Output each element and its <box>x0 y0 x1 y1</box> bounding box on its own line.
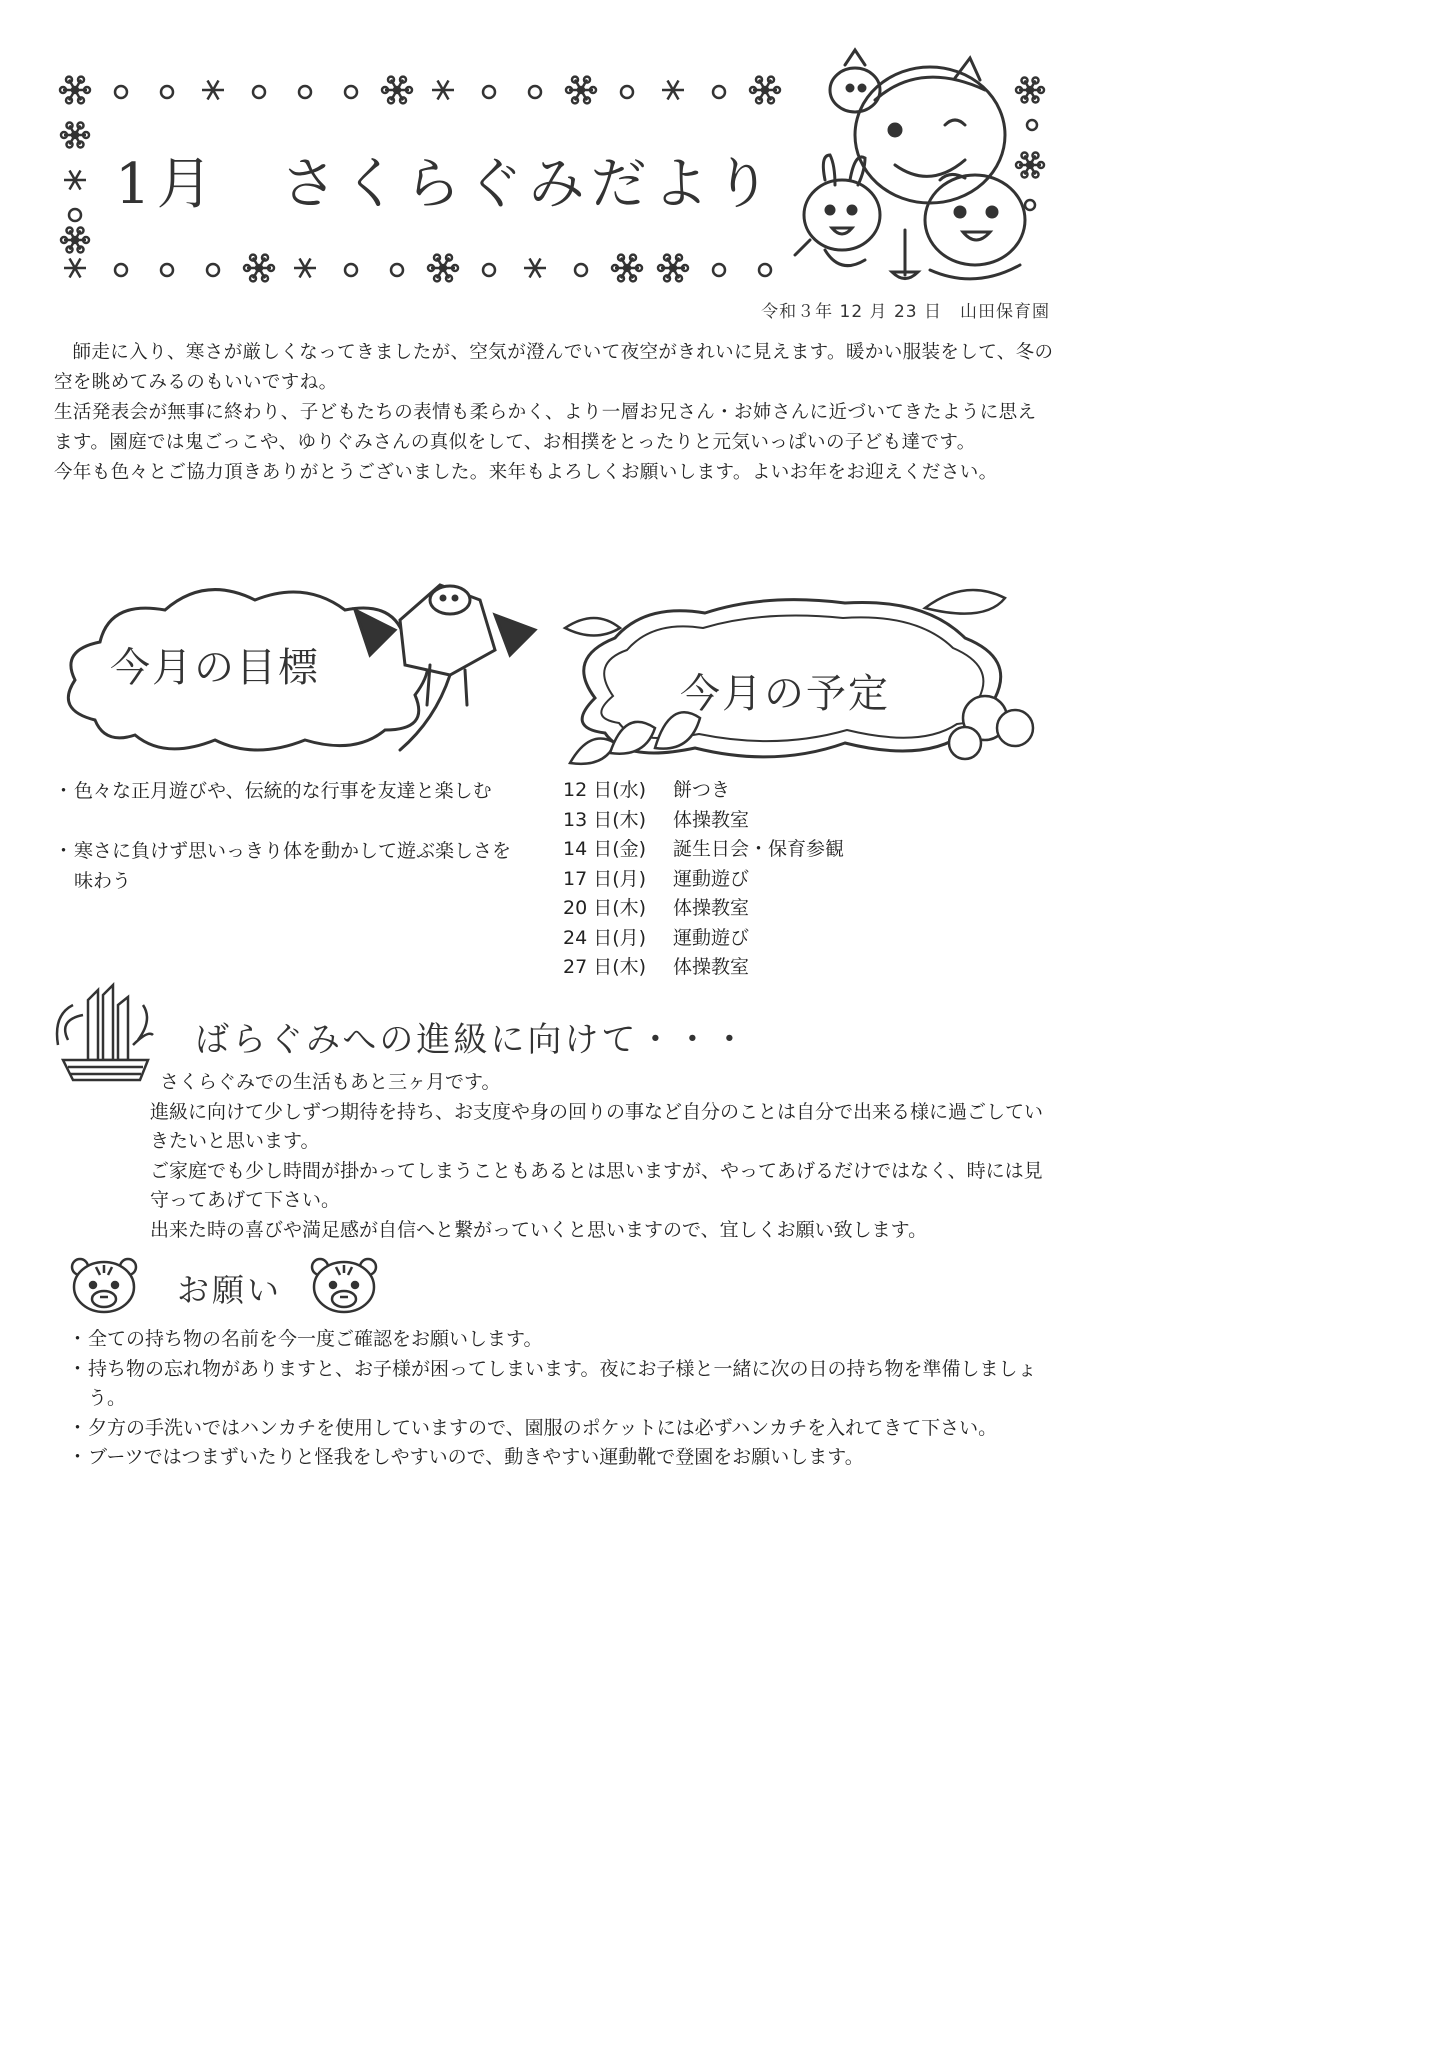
schedule-event: 運動遊び <box>673 867 750 890</box>
snowman-illustration-icon <box>780 60 1050 285</box>
request-item <box>66 1355 1051 1414</box>
bullet: ・ <box>68 1357 88 1380</box>
request-text: 夕方の手洗いではハンカチを使用していますので、園服のポケットには必ずハンカチを入れてきて下さい。 <box>88 1416 998 1439</box>
bullet: ・ <box>54 840 74 862</box>
request-item <box>66 1325 1051 1355</box>
goal-text: 寒さに負けず思いっきり体を動かして遊ぶ楽しさを味わう <box>74 840 512 892</box>
schedule-date: 17 日(月) <box>563 867 647 890</box>
schedule-date: 27 日(木) <box>563 956 647 978</box>
requests-list <box>66 1325 1051 1473</box>
schedule-event: 餅つき <box>673 779 731 801</box>
intro-paragraph: 生活発表会が無事に終わり、子どもたちの表情も柔らかく、より一層お兄さん・お姉さんに近づいてきたように思えます。園庭では鬼ごっこや、ゆりぐみさんの真似をして、お相撲をとったりと元気いっぱいの子ども達です。 <box>54 402 1037 453</box>
schedule-row <box>563 865 844 895</box>
promotion-heading: ばらぐみへの進級に向けて・・・ <box>195 1020 750 1060</box>
schedule-date: 13 日(木) <box>563 808 647 831</box>
schedule-event: 誕生日会・保育参観 <box>673 838 845 860</box>
schedule-row <box>563 894 844 924</box>
promotion-paragraph: ご家庭でも少し時間が掛かってしまうこともあるとは思いますが、やってあげるだけではなく、時には見守ってあげて下さい。 <box>150 1159 1043 1211</box>
goals-heading: 今月の目標 <box>110 645 320 691</box>
intro-text <box>54 338 1054 488</box>
promotion-paragraph: 進級に向けて少しずつ期待を持ち、お支度や身の回りの事など自分のことは自分で出来る様に過ごしていきたいと思います。 <box>150 1100 1044 1152</box>
schedule-date: 12 日(水) <box>563 779 647 801</box>
promotion-paragraph: 出来た時の喜びや満足感が自信へと繋がっていくと思いますので、宜しくお願い致します。 <box>150 1218 928 1241</box>
bullet: ・ <box>68 1416 88 1439</box>
schedule-row <box>563 806 844 836</box>
schedule-event: 体操教室 <box>673 897 750 919</box>
issue-date: 令和３年 12 月 23 日 山田保育園 <box>761 302 1050 322</box>
schedule-row <box>563 953 844 983</box>
request-item <box>66 1443 1051 1473</box>
schedule-heading: 今月の予定 <box>680 671 890 717</box>
kadomatsu-icon <box>48 985 158 1085</box>
goal-item <box>52 776 522 806</box>
promotion-text <box>150 1068 1060 1245</box>
schedule-event: 運動遊び <box>673 926 750 949</box>
bullet: ・ <box>68 1446 88 1468</box>
goal-item <box>52 836 522 896</box>
request-item <box>66 1414 1051 1444</box>
schedule-row <box>563 924 844 954</box>
goals-list <box>52 776 522 926</box>
schedule-date: 24 日(月) <box>563 926 647 949</box>
schedule-row <box>563 776 844 806</box>
promotion-paragraph: さくらぐみでの生活もあと三ヶ月です。 <box>160 1071 501 1093</box>
schedule-row <box>563 835 844 865</box>
schedule-date: 20 日(木) <box>563 897 647 919</box>
schedule-list <box>563 776 844 983</box>
page-title: 1月 さくらぐみだより <box>115 152 777 217</box>
intro-paragraph: 今年も色々とご協力頂きありがとうございました。来年もよろしくお願いします。よいお年をお迎えください。 <box>54 462 998 483</box>
tiger-face-icon <box>308 1255 380 1315</box>
schedule-date: 14 日(金) <box>563 838 647 860</box>
tiger-face-icon <box>68 1255 140 1315</box>
request-text: 全ての持ち物の名前を今一度ご確認をお願いします。 <box>88 1328 543 1350</box>
bullet: ・ <box>54 780 74 802</box>
request-text: 持ち物の忘れ物がありますと、お子様が困ってしまいます。夜にお子様と一緒に次の日の持ち物を準備しましょう。 <box>88 1357 1037 1409</box>
requests-heading: お願い <box>177 1271 283 1309</box>
bullet: ・ <box>68 1328 88 1350</box>
request-text: ブーツではつまずいたりと怪我をしやすいので、動きやすい運動靴で登園をお願いします。 <box>88 1446 864 1468</box>
intro-paragraph: 師走に入り、寒さが厳しくなってきましたが、空気が澄んでいて夜空がきれいに見えます。暖かい服装をして、冬の空を眺めてみるのもいいですね。 <box>54 342 1054 393</box>
schedule-event: 体操教室 <box>673 956 750 978</box>
schedule-event: 体操教室 <box>673 808 750 831</box>
goal-text: 色々な正月遊びや、伝統的な行事を友達と楽しむ <box>74 780 492 802</box>
